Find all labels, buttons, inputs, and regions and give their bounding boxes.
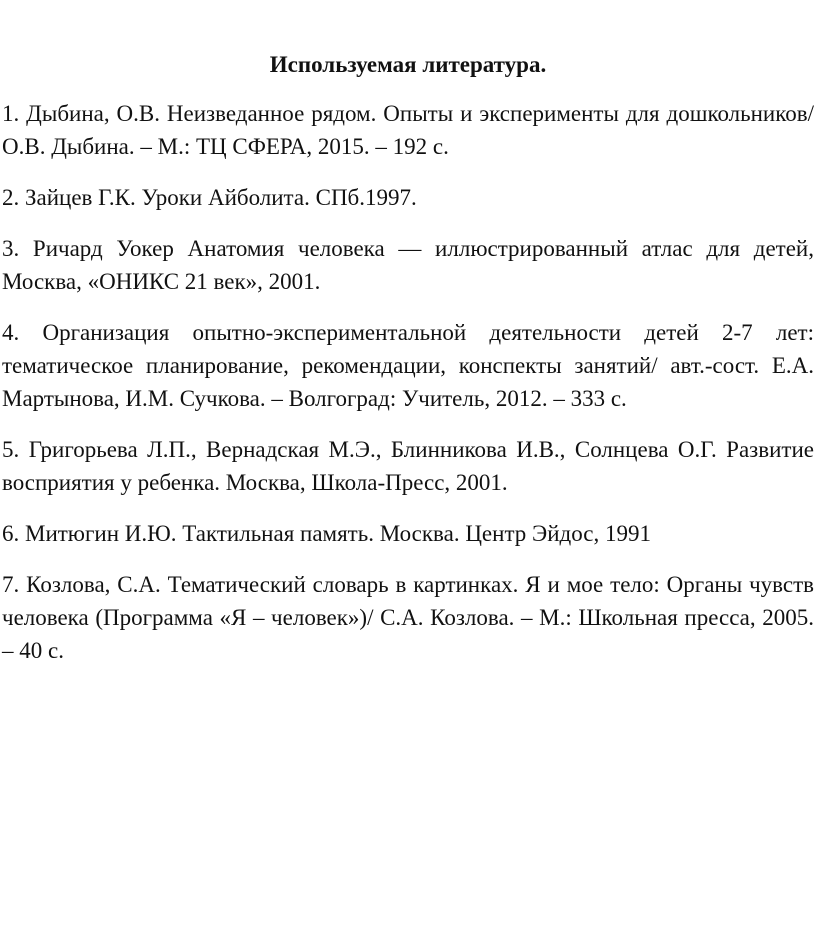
page-title: Используемая литература. — [269, 52, 547, 77]
reference-item: 2. Зайцев Г.К. Уроки Айболита. СПб.1997. — [2, 185, 417, 210]
reference-item: 6. Митюгин И.Ю. Тактильная память. Москва. Центр Эйдос, 1991 — [2, 521, 651, 546]
reference-item: 4. Организация опытно-экспериментальной деятельности детей 2-7 лет: тематическое планирование, рекомендации, конспекты занятий/ авт.-сост. Е.А. Мартынова, И.М. Сучкова. – Волгоград: Учитель, 2012. – 333 с. — [2, 320, 814, 411]
reference-item: 5. Григорьева Л.П., Вернадская М.Э., Блинникова И.В., Солнцева О.Г. Развитие восприятия у ребенка. Москва, Школа-Пресс, 2001. — [2, 437, 814, 495]
reference-item: 3. Ричард Уокер Анатомия человека — иллюстрированный атлас для детей, Москва, «ОНИКС 21 век», 2001. — [2, 236, 814, 294]
reference-item: 1. Дыбина, О.В. Неизведанное рядом. Опыты и эксперименты для дошкольников/ О.В. Дыбина. – М.: ТЦ СФЕРА, 2015. – 192 с. — [2, 101, 814, 159]
reference-list — [2, 97, 814, 667]
reference-item: 7. Козлова, С.А. Тематический словарь в картинках. Я и мое тело: Органы чувств человека (Программа «Я – человек»)/ С.А. Козлова. – М.: Школьная пресса, 2005. – 40 с. — [2, 572, 814, 663]
